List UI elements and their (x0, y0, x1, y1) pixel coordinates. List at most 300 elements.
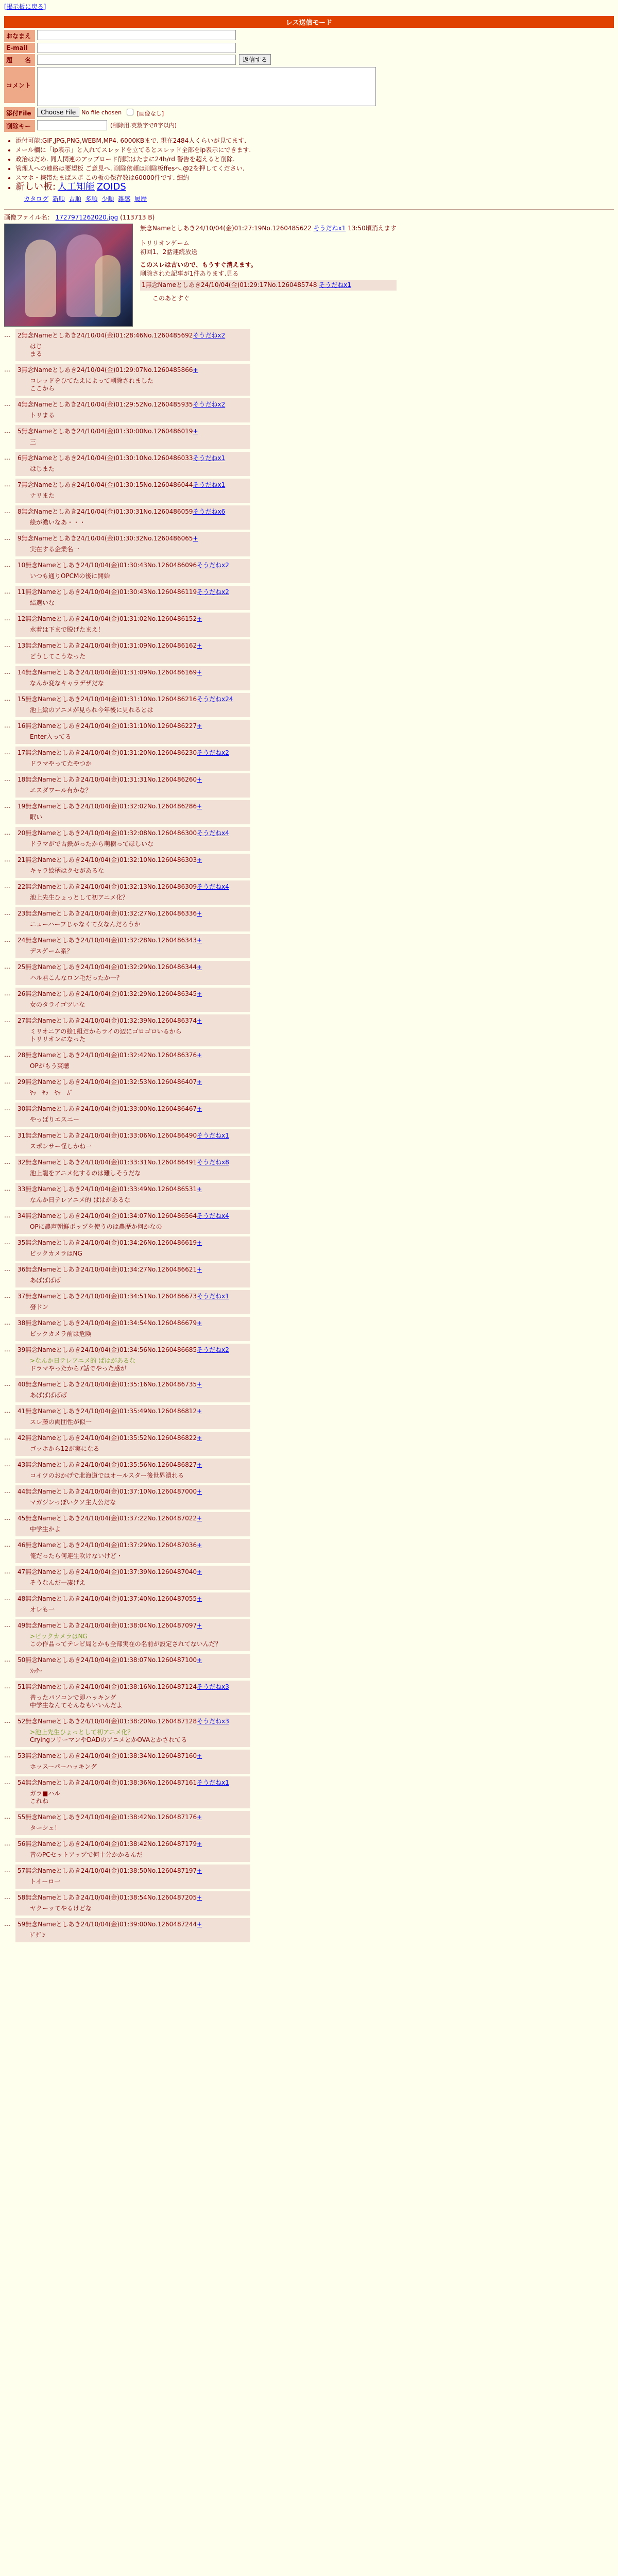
reply-date: 24/10/04(金)01:38:20 (80, 1718, 147, 1725)
reply-no[interactable]: No.1260487161 (147, 1779, 197, 1786)
reply-body (30, 947, 244, 955)
subject-input[interactable] (37, 55, 236, 65)
sodane-button[interactable]: + (197, 1894, 202, 1901)
sodane-button[interactable]: + (197, 1541, 202, 1549)
sodane-button[interactable]: そうだねx2 (193, 332, 226, 339)
sodane-button[interactable]: そうだねx2 (197, 1346, 229, 1353)
body-line: これね (30, 1798, 49, 1805)
reply-date: 24/10/04(金)01:30:15 (77, 481, 144, 488)
reply-no[interactable]: No.1260486169 (147, 669, 197, 676)
reply-date: 24/10/04(金)01:32:08 (80, 829, 147, 837)
sodane-button[interactable]: そうだねx2 (197, 562, 229, 569)
reply-post (15, 532, 250, 556)
reply-row (4, 1485, 614, 1510)
reply-no[interactable]: No.1260486300 (147, 829, 197, 837)
sodane-button[interactable]: そうだねx6 (193, 508, 226, 515)
reply-no[interactable]: No.1260485866 (143, 366, 193, 374)
reply-header (18, 855, 244, 864)
sodane-button[interactable]: + (197, 1078, 202, 1086)
reply-name: 無念Nameとしあき (25, 722, 81, 730)
reply-date: 24/10/04(金)01:30:32 (77, 535, 144, 542)
sodane-button[interactable]: + (197, 1185, 202, 1193)
delkey-hint: (削除用.英数字で8字以内) (110, 122, 177, 129)
op-file-link[interactable]: 1727971262020.jpg (55, 214, 118, 221)
ai-board-link[interactable]: 人工知能 (57, 181, 95, 192)
reply-no[interactable]: No.1260486564 (147, 1212, 197, 1219)
sodane-button[interactable]: そうだねx1 (197, 1293, 229, 1300)
body-line: マガジンっぽいクソ主人公だな (30, 1499, 116, 1506)
reply-row (4, 666, 614, 690)
reply-number: 39 (18, 1346, 26, 1353)
reply-no[interactable]: No.1260486673 (147, 1293, 197, 1300)
reply-header (18, 1487, 244, 1496)
reply-no[interactable]: No.1260487097 (147, 1622, 197, 1629)
reply-no[interactable]: No.1260487205 (147, 1894, 197, 1901)
sort-few-link[interactable]: 少順 (101, 195, 114, 202)
reply-no[interactable]: No.1260485935 (143, 401, 193, 408)
reply-no[interactable]: No.1260486735 (147, 1381, 197, 1388)
reply-no[interactable]: No.1260487128 (147, 1718, 197, 1725)
reply-name: 無念Nameとしあき (25, 1541, 81, 1549)
body-line: スポンサー怪しかね一 (30, 1143, 92, 1150)
reply-body (30, 438, 244, 446)
reply-header (18, 1184, 244, 1193)
sodane-button[interactable]: + (197, 937, 202, 944)
reply-post (15, 364, 250, 396)
reply-no[interactable]: No.1260487040 (147, 1568, 197, 1575)
reply-number: 33 (18, 1185, 26, 1193)
reply-no[interactable]: No.1260487036 (147, 1541, 197, 1549)
reply-name: 無念Nameとしあき (25, 990, 81, 997)
reply-header (18, 331, 244, 340)
reply-no[interactable]: No.1260487160 (147, 1752, 197, 1759)
reply-post (15, 479, 250, 503)
reply-number: 4 (18, 401, 22, 408)
reply-body (30, 1357, 244, 1372)
reply-name: 無念Nameとしあき (25, 1078, 81, 1086)
reply-indent-mark: … (4, 936, 10, 943)
reply-header (18, 1158, 244, 1166)
sodane-button[interactable]: + (197, 1488, 202, 1495)
reply-no[interactable]: No.1260487000 (147, 1488, 197, 1495)
reply-date: 24/10/04(金)01:32:28 (80, 937, 147, 944)
body-line: ビックカメラ前は危険 (30, 1330, 92, 1337)
sodane-button[interactable]: + (197, 1515, 202, 1522)
reply-post (15, 1317, 250, 1341)
reply-number: 59 (18, 1921, 26, 1928)
reply-indent-mark: … (4, 1292, 10, 1299)
reply-no[interactable]: No.1260487055 (147, 1595, 197, 1602)
reply-indent-mark: … (4, 1078, 10, 1085)
reply-number: 47 (18, 1568, 26, 1575)
op-sodane-button[interactable]: そうだねx1 (313, 225, 346, 232)
sodane-button[interactable]: + (197, 1840, 202, 1848)
name-input[interactable] (37, 30, 236, 40)
reply-no[interactable]: No.1260487100 (147, 1656, 197, 1664)
sodane-button[interactable]: + (197, 1595, 202, 1602)
reply-row (4, 1236, 614, 1261)
reply-no[interactable]: No.1260486827 (147, 1461, 197, 1468)
sodane-button[interactable]: そうだねx1 (193, 481, 226, 488)
reply-indent-mark: … (4, 1595, 10, 1602)
reply-indent-mark: … (4, 1840, 10, 1847)
sodane-button[interactable]: + (197, 910, 202, 917)
sodane-button[interactable]: + (197, 1381, 202, 1388)
reply-row (4, 880, 614, 905)
body-line: やっぱりエスニー (30, 1116, 80, 1123)
reply-name: 無念Nameとしあき (25, 1185, 81, 1193)
reply-no[interactable]: No.1260486033 (143, 454, 193, 462)
reply-date: 24/10/04(金)01:34:26 (80, 1239, 147, 1246)
notice-item: • 政治はだめ. 同人関連のアップロード削除はたまに24h/rd 警告を超えると削除. (15, 155, 618, 164)
sodane-button[interactable]: + (197, 642, 202, 649)
reply-post (15, 666, 250, 690)
reply-number: 35 (18, 1239, 26, 1246)
subject-row (4, 54, 614, 66)
reply-body (30, 1170, 244, 1177)
reply-no[interactable]: No.1260486490 (147, 1132, 197, 1139)
reply-no[interactable]: No.1260486096 (147, 562, 197, 569)
reply-no[interactable]: No.1260486216 (147, 696, 197, 703)
reply-post (15, 1290, 250, 1314)
name-row (4, 30, 614, 42)
reply-name: 無念Nameとしあき (25, 696, 81, 703)
reply-indent-mark: … (4, 454, 10, 461)
reply-no[interactable]: No.1260486336 (147, 910, 197, 917)
reply-date: 24/10/04(金)01:31:10 (80, 722, 147, 730)
sodane-button[interactable]: + (197, 1266, 202, 1273)
reply-no[interactable]: No.1260486065 (143, 535, 193, 542)
body-line: コイツのおかげで北海道ではオールスター後世界潰れる (30, 1472, 184, 1479)
reply-no[interactable]: No.1260486286 (147, 803, 197, 810)
sodane-button[interactable]: + (197, 856, 202, 863)
reply-post (15, 398, 250, 422)
reply-no[interactable]: No.1260486619 (147, 1239, 197, 1246)
reply-no[interactable]: No.1260487124 (147, 1683, 197, 1690)
reply-indent-mark: … (4, 1239, 10, 1246)
sodane-button[interactable]: そうだねx1 (197, 1132, 229, 1139)
sodane-button[interactable]: + (197, 1434, 202, 1442)
reply-row (4, 1317, 614, 1341)
reply-indent-mark: … (4, 1434, 10, 1441)
op-quote-header (140, 280, 397, 291)
old-thread-warning: このスレは古いので、もうすぐ消えます。 (140, 261, 257, 268)
sodane-button[interactable]: そうだねx24 (197, 696, 233, 703)
sodane-button[interactable]: そうだねx4 (197, 829, 229, 837)
reply-no[interactable]: No.1260486407 (147, 1078, 197, 1086)
reply-no[interactable]: No.1260486374 (147, 1017, 197, 1024)
reply-no[interactable]: No.1260486162 (147, 642, 197, 649)
reply-no[interactable]: No.1260487179 (147, 1840, 197, 1848)
reply-row (4, 934, 614, 958)
reply-body (30, 1667, 244, 1675)
body-line: ここから (30, 385, 55, 392)
sort-new-link[interactable]: 新順 (52, 195, 65, 202)
reply-body (30, 412, 244, 419)
reply-date: 24/10/04(金)01:32:27 (80, 910, 147, 917)
reply-name: 無念Nameとしあき (25, 1921, 81, 1928)
reply-date: 24/10/04(金)01:38:16 (80, 1683, 147, 1690)
reply-no[interactable]: No.1260486685 (147, 1346, 197, 1353)
reply-number: 27 (18, 1017, 26, 1024)
reply-no[interactable]: No.1260486119 (147, 588, 197, 596)
choose-file-button[interactable]: Choose File (37, 108, 79, 117)
reply-row (4, 1918, 614, 1942)
reply-indent-mark: … (4, 427, 10, 434)
reply-date: 24/10/04(金)01:34:54 (80, 1319, 147, 1327)
reply-no[interactable]: No.1260486679 (147, 1319, 197, 1327)
reply-no[interactable]: No.1260486467 (147, 1105, 197, 1112)
reply-no[interactable]: No.1260487244 (147, 1921, 197, 1928)
op-quote-sodane[interactable]: そうだねx1 (319, 281, 352, 289)
sodane-button[interactable]: + (197, 1867, 202, 1874)
sodane-button[interactable]: そうだねx2 (193, 401, 226, 408)
op-thumbnail[interactable] (4, 224, 133, 327)
reply-indent-mark: … (4, 1016, 10, 1024)
sort-old-link[interactable]: 古順 (68, 195, 81, 202)
reply-no[interactable]: No.1260486344 (147, 963, 197, 971)
body-line: OPがもう爽聴 (30, 1062, 70, 1070)
sodane-button[interactable]: + (197, 669, 202, 676)
reply-no[interactable]: No.1260486260 (147, 776, 197, 783)
reply-body (30, 894, 244, 902)
body-line: 結選いな (30, 599, 55, 606)
reply-date: 24/10/04(金)01:32:29 (80, 963, 147, 971)
reply-indent-mark: … (4, 1487, 10, 1495)
reply-indent-mark: … (4, 1185, 10, 1192)
sodane-button[interactable]: + (197, 1461, 202, 1468)
reply-indent-mark: … (4, 1461, 10, 1468)
reply-body (30, 599, 244, 607)
reply-post (15, 854, 250, 878)
reply-post (15, 452, 250, 476)
reply-no[interactable]: No.1260486376 (147, 1052, 197, 1059)
back-link[interactable]: [掲示板に戻る] (4, 3, 46, 10)
reply-no[interactable]: No.1260486059 (143, 508, 193, 515)
sodane-button[interactable]: + (197, 1921, 202, 1928)
body-line: この作品ってテレビ局とかも全部実在の名前が設定されてないんだ？ (30, 1640, 221, 1648)
reply-header (18, 1920, 244, 1928)
reply-name: 無念Nameとしあき (25, 776, 81, 783)
reply-body (30, 1824, 244, 1832)
reply-no[interactable]: No.1260487022 (147, 1515, 197, 1522)
sodane-button[interactable]: そうだねx1 (193, 454, 226, 462)
sodane-button[interactable]: + (197, 1239, 202, 1246)
reply-post (15, 1236, 250, 1261)
reply-name: 無念Nameとしあき (25, 1434, 81, 1442)
sodane-button[interactable]: + (197, 963, 202, 971)
reply-body (30, 1001, 244, 1009)
reply-number: 2 (18, 332, 22, 339)
reply-date: 24/10/04(金)01:38:42 (80, 1840, 147, 1848)
reply-no[interactable]: No.1260486309 (147, 883, 197, 890)
sodane-button[interactable]: + (197, 1319, 202, 1327)
reply-no[interactable]: No.1260487176 (147, 1814, 197, 1821)
reply-no[interactable]: No.1260486822 (147, 1434, 197, 1442)
comment-textarea[interactable] (37, 67, 376, 106)
sodane-button[interactable]: そうだねx4 (197, 1212, 229, 1219)
reply-no[interactable]: No.1260486152 (147, 615, 197, 622)
reply-header (18, 1621, 244, 1630)
reply-name: 無念Nameとしあき (25, 1346, 81, 1353)
reply-name: 無念Nameとしあき (25, 1656, 81, 1664)
reply-indent-mark: … (4, 588, 10, 595)
reply-number: 28 (18, 1052, 26, 1059)
body-line: 池上絵のアニメが見られ今年後に見れるとは (30, 706, 153, 714)
reply-header (18, 1778, 244, 1787)
sodane-button[interactable]: + (197, 990, 202, 997)
sodane-button[interactable]: + (197, 803, 202, 810)
body-line: 普ったパソコンで即ハッキング (30, 1694, 116, 1701)
sodane-button[interactable]: + (197, 1568, 202, 1575)
sodane-button[interactable]: そうだねx3 (197, 1718, 229, 1725)
body-line: 中学生なんてそんなもいいんだよ (30, 1702, 123, 1709)
reply-body (30, 1472, 244, 1480)
sodane-button[interactable]: + (197, 1752, 202, 1759)
body-line: 池上先生ひょっとして初アニメ化？ (30, 894, 129, 901)
sodane-button[interactable]: + (197, 1656, 202, 1664)
reply-name: 無念Nameとしあき (25, 883, 81, 890)
reply-date: 24/10/04(金)01:31:10 (80, 696, 147, 703)
delkey-input[interactable] (37, 120, 107, 130)
reply-date: 24/10/04(金)01:28:46 (77, 332, 144, 339)
reply-body (30, 921, 244, 928)
sodane-button[interactable]: そうだねx3 (197, 1683, 229, 1690)
file-chooser[interactable] (37, 108, 122, 117)
reply-indent-mark: … (4, 1778, 10, 1786)
sodane-button[interactable]: そうだねx2 (197, 749, 229, 756)
catalog-link[interactable]: カタログ (24, 195, 49, 202)
reply-body (30, 733, 244, 741)
sodane-button[interactable]: そうだねx1 (197, 1779, 229, 1786)
sodane-button[interactable]: + (197, 615, 202, 622)
reply-no[interactable]: No.1260486345 (147, 990, 197, 997)
sodane-button[interactable]: + (197, 1622, 202, 1629)
reply-post (15, 1865, 250, 1889)
sodane-button[interactable]: + (197, 1052, 202, 1059)
reply-row (4, 425, 614, 449)
notice-list (15, 136, 618, 192)
body-line: ヤクーッてやるけどな (30, 1905, 92, 1912)
notice-item: • メール欄に「ip表示」と入れてスレッドを立てるとスレッド全部をip表示にできます. (15, 145, 618, 155)
reply-body (30, 653, 244, 660)
reply-no[interactable]: No.1260486303 (147, 856, 197, 863)
sodane-button[interactable]: + (197, 776, 202, 783)
back-to-board-link[interactable] (0, 0, 618, 13)
reply-no[interactable]: No.1260486343 (147, 937, 197, 944)
reply-post (15, 720, 250, 744)
reply-no[interactable]: No.1260485692 (143, 332, 193, 339)
divider (4, 209, 614, 210)
reply-header (18, 989, 244, 998)
history-link[interactable]: 履歴 (134, 195, 147, 202)
body-line: 実在する企業名一 (30, 546, 80, 553)
sodane-button[interactable]: + (197, 1017, 202, 1024)
reply-name: 無念Nameとしあき (25, 963, 81, 971)
reply-header (18, 962, 244, 971)
reply-date: 24/10/04(金)01:30:00 (77, 428, 144, 435)
reply-no[interactable]: No.1260486491 (147, 1159, 197, 1166)
sodane-button[interactable]: そうだねx2 (197, 588, 229, 596)
reply-name: 無念Nameとしあき (25, 803, 81, 810)
reply-number: 34 (18, 1212, 26, 1219)
submit-button[interactable]: 返信する (239, 54, 271, 65)
reply-header (18, 1104, 244, 1113)
reply-indent-mark: … (4, 1541, 10, 1548)
quote-line: >ビックカメラはNG (30, 1633, 88, 1640)
reply-number: 44 (18, 1488, 26, 1495)
reply-name: 無念Nameとしあき (21, 535, 77, 542)
sodane-button[interactable]: + (197, 722, 202, 730)
reply-date: 24/10/04(金)01:38:36 (80, 1779, 147, 1786)
reply-no[interactable]: No.1260487197 (147, 1867, 197, 1874)
reply-indent-mark: … (4, 883, 10, 890)
reply-no[interactable]: No.1260486227 (147, 722, 197, 730)
reply-indent-mark: … (4, 331, 10, 338)
reply-indent-mark: … (4, 1051, 10, 1058)
reply-row (4, 1405, 614, 1429)
reply-no[interactable]: No.1260486531 (147, 1185, 197, 1193)
reply-date: 24/10/04(金)01:37:10 (80, 1488, 147, 1495)
reply-body (30, 1418, 244, 1426)
sodane-button[interactable]: + (193, 366, 198, 374)
sodane-button[interactable]: + (197, 1814, 202, 1821)
impressions-link[interactable]: 雑感 (118, 195, 131, 202)
sodane-button[interactable]: + (193, 428, 198, 435)
reply-no[interactable]: No.1260486230 (147, 749, 197, 756)
reply-indent-mark: … (4, 1717, 10, 1724)
reply-body (30, 760, 244, 768)
reply-body (30, 1931, 244, 1939)
op-line: トリリオンゲーム (140, 240, 190, 247)
reply-name: 無念Nameとしあき (25, 1779, 81, 1786)
reply-indent-mark: … (4, 775, 10, 783)
body-line: OPに農声朝鮮ボップを使うのは農歴か何かなの (30, 1223, 162, 1230)
sodane-button[interactable]: + (197, 1105, 202, 1112)
op-line: 初回1、2話連続放送 (140, 248, 198, 256)
reply-date: 24/10/04(金)01:32:10 (80, 856, 147, 863)
reply-number: 16 (18, 722, 26, 730)
email-input[interactable] (37, 43, 236, 53)
sodane-button[interactable]: そうだねx8 (197, 1159, 229, 1166)
file-label: 添付File (4, 107, 35, 119)
reply-date: 24/10/04(金)01:37:39 (80, 1568, 147, 1575)
sodane-button[interactable]: そうだねx4 (197, 883, 229, 890)
reply-indent-mark: … (4, 1265, 10, 1273)
reply-header (18, 1238, 244, 1247)
reply-no[interactable]: No.1260486019 (143, 428, 193, 435)
reply-number: 22 (18, 883, 26, 890)
reply-indent-mark: … (4, 1212, 10, 1219)
reply-row (4, 613, 614, 637)
reply-no[interactable]: No.1260486044 (143, 481, 193, 488)
sodane-button[interactable]: + (197, 1408, 202, 1415)
reply-no[interactable]: No.1260486621 (147, 1266, 197, 1273)
reply-number: 30 (18, 1105, 26, 1112)
body-line: トリまる (30, 412, 55, 419)
sodane-button[interactable]: + (193, 535, 198, 542)
reply-post (15, 1811, 250, 1835)
reply-number: 17 (18, 749, 26, 756)
reply-header (18, 1839, 244, 1848)
no-image-checkbox[interactable] (127, 109, 133, 115)
reply-header (18, 641, 244, 650)
reply-post (15, 693, 250, 717)
no-image-option[interactable] (125, 107, 164, 117)
reply-no[interactable]: No.1260486812 (147, 1408, 197, 1415)
zoids-board-link[interactable]: ZOIDS (96, 181, 126, 192)
sort-many-link[interactable]: 多順 (85, 195, 98, 202)
